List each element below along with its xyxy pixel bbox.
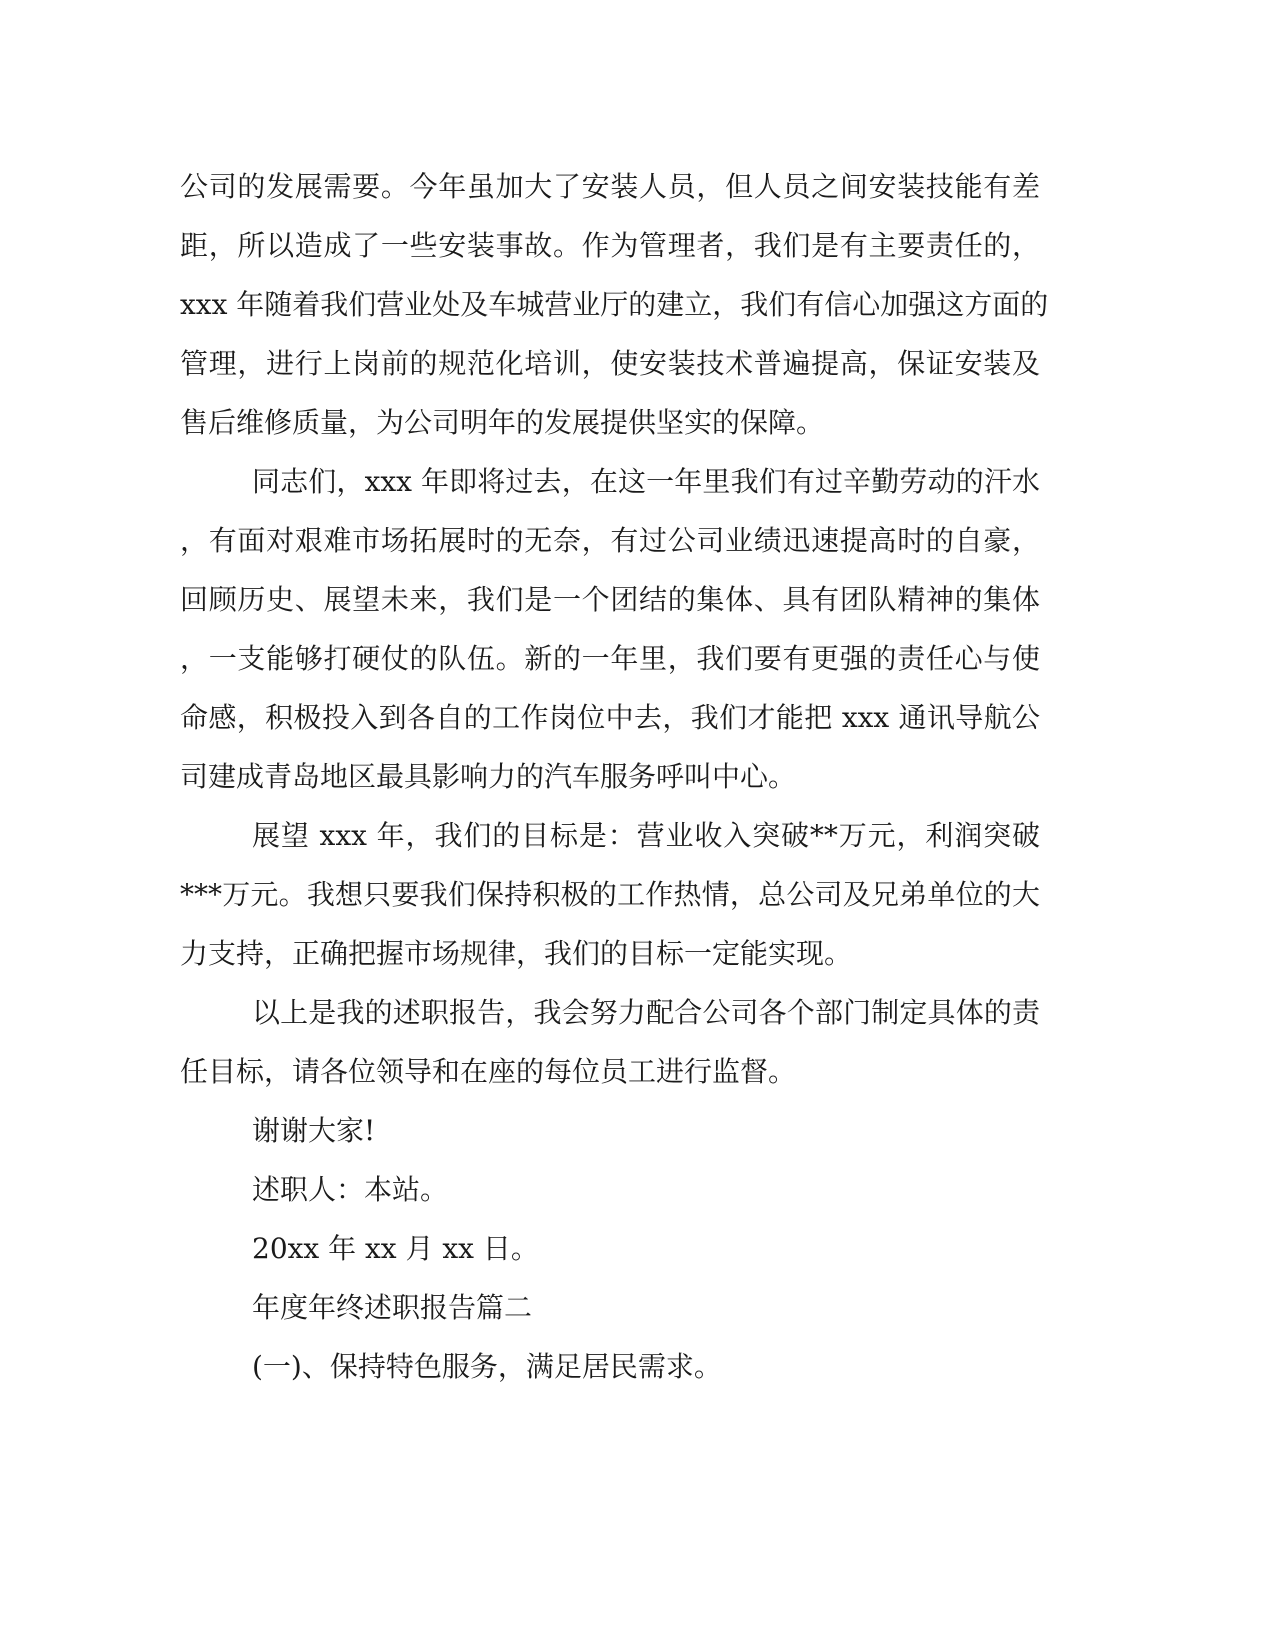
text-line: 回顾历史、展望未来，我们是一个团结的集体、具有团队精神的集体	[180, 583, 1040, 616]
text-line: 售后维修质量，为公司明年的发展提供坚实的保障。	[180, 406, 825, 439]
paragraph-first-line: 展望 xxx 年，我们的目标是：营业收入突破**万元，利润突破	[252, 819, 1040, 852]
text-line: xxx 年随着我们营业处及车城营业厅的建立，我们有信心加强这方面的	[180, 288, 1049, 321]
section-heading: 年度年终述职报告篇二	[252, 1291, 533, 1324]
text-line: ***万元。我想只要我们保持积极的工作热情，总公司及兄弟单位的大	[180, 878, 1040, 911]
text-line: ，一支能够打硬仗的队伍。新的一年里，我们要有更强的责任心与使	[180, 642, 1040, 675]
text-line: 任目标，请各位领导和在座的每位员工进行监督。	[180, 1055, 797, 1088]
document-body	[180, 157, 1049, 1396]
text-line: ，有面对艰难市场拓展时的无奈，有过公司业绩迅速提高时的自豪，	[180, 524, 1040, 557]
text-line: 命感，积极投入到各自的工作岗位中去，我们才能把 xxx 通讯导航公	[180, 701, 1040, 734]
date-line: 20xx 年 xx 月 xx 日。	[252, 1232, 539, 1265]
text-line: 距，所以造成了一些安装事故。作为管理者，我们是有主要责任的，	[180, 229, 1040, 262]
text-line: 管理，进行上岗前的规范化培训，使安装技术普遍提高，保证安装及	[180, 347, 1040, 380]
text-line: 司建成青岛地区最具影响力的汽车服务呼叫中心。	[180, 760, 797, 793]
text-line: 力支持，正确把握市场规律，我们的目标一定能实现。	[180, 937, 853, 970]
paragraph-first-line: 同志们，xxx 年即将过去，在这一年里我们有过辛勤劳动的汗水	[252, 465, 1040, 498]
signature-line: 述职人：本站。	[252, 1173, 449, 1206]
closing-thanks: 谢谢大家!	[252, 1114, 376, 1147]
text-line: 公司的发展需要。今年虽加大了安装人员，但人员之间安装技能有差	[180, 170, 1040, 203]
paragraph-first-line: 以上是我的述职报告，我会努力配合公司各个部门制定具体的责	[252, 996, 1040, 1029]
subsection-heading: (一)、保持特色服务，满足居民需求。	[252, 1350, 722, 1383]
